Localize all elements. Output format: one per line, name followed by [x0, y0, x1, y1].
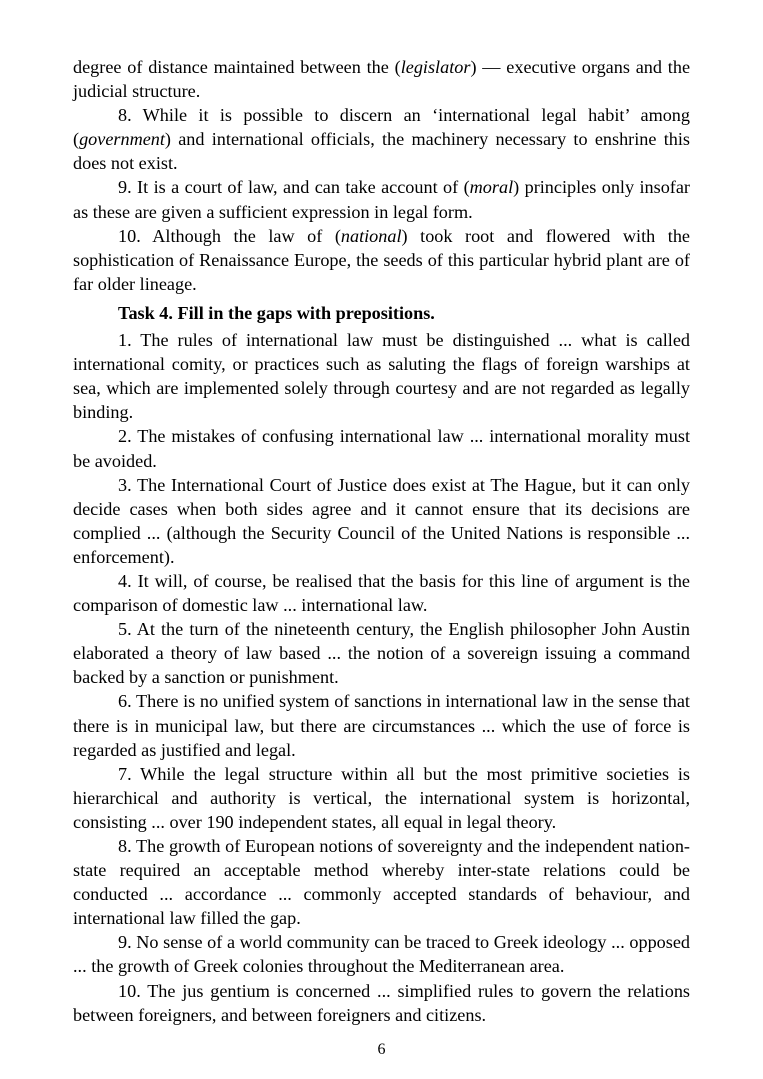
text-run: ) principles only insofar as these are given a sufficient expression in legal form.	[73, 177, 690, 222]
task-item-1: 1. The rules of international law must be distinguished ... what is called international comity, or practices such as saluting the flags of foreign warships at sea, which are implemented solely through courtesy and are not regarded as legally binding.	[73, 330, 690, 423]
exercise-item-8	[73, 103, 690, 175]
emphasized-word: government	[79, 129, 165, 150]
text-run: 8. While it is possible to discern an ‘international legal habit’ among (	[73, 105, 690, 150]
emphasized-word: legislator	[400, 57, 471, 77]
task-heading: Task 4. Fill in the gaps with prepositions.	[118, 302, 435, 323]
text-run: ) took root and flowered with the sophistication of Renaissance Europe, the seeds of this particular hybrid plant are of far older lineage.	[73, 225, 690, 294]
paragraph-continued	[73, 55, 690, 103]
page-body	[73, 55, 690, 1027]
task-item-4: 4. It will, of course, be realised that the basis for this line of argument is the comparison of domestic law ... international law.	[73, 570, 690, 616]
text-run: 10. Although the law of (	[118, 225, 341, 246]
text-run: degree of distance maintained between the (	[73, 57, 401, 77]
task-item-9: 9. No sense of a world community can be traced to Greek ideology ... opposed ... the growth of Greek colonies throughout the Mediterranean area.	[73, 932, 690, 977]
text-run: 9. It is a court of law, and can take account of (	[118, 177, 470, 198]
page-number: 6	[377, 1041, 386, 1058]
task-item-8: 8. The growth of European notions of sovereignty and the independent nation-state required an acceptable method whereby inter-state relations could be conducted ... accordance ... commonly accepted standards of behaviour, and international law filled the gap.	[73, 836, 690, 929]
emphasized-word: moral	[469, 177, 514, 198]
exercise-item-10	[73, 224, 690, 296]
task-item-2: 2. The mistakes of confusing international law ... international morality must be avoided.	[73, 426, 690, 471]
task-item-7: 7. While the legal structure within all but the most primitive societies is hierarchical and authority is vertical, the international system is horizontal, consisting ... over 190 independent states, all equal in legal theory.	[73, 763, 690, 832]
exercise-item-9	[73, 175, 690, 223]
task-item-5: 5. At the turn of the nineteenth century, the English philosopher John Austin elaborated a theory of law based ... the notion of a sovereign issuing a command backed by a sanction or punishment.	[73, 619, 690, 688]
emphasized-word: national	[340, 225, 402, 246]
text-run: ) — executive organs and the judicial structure.	[73, 57, 691, 102]
task-item-10: 10. The jus gentium is concerned ... simplified rules to govern the relations between foreigners, and between foreigners and citizens.	[73, 980, 690, 1025]
text-run: ) and international officials, the machinery necessary to enshrine this does not exist.	[73, 129, 690, 174]
task-item-3: 3. The International Court of Justice does exist at The Hague, but it can only decide cases when both sides agree and it cannot ensure that its decisions are complied ... (although the Security Council of the United Nations is responsible ... enforcement).	[73, 474, 690, 567]
task-item-6: 6. There is no unified system of sanctions in international law in the sense that there is in municipal law, but there are circumstances ... which the use of force is regarded as justified and legal.	[73, 691, 690, 760]
